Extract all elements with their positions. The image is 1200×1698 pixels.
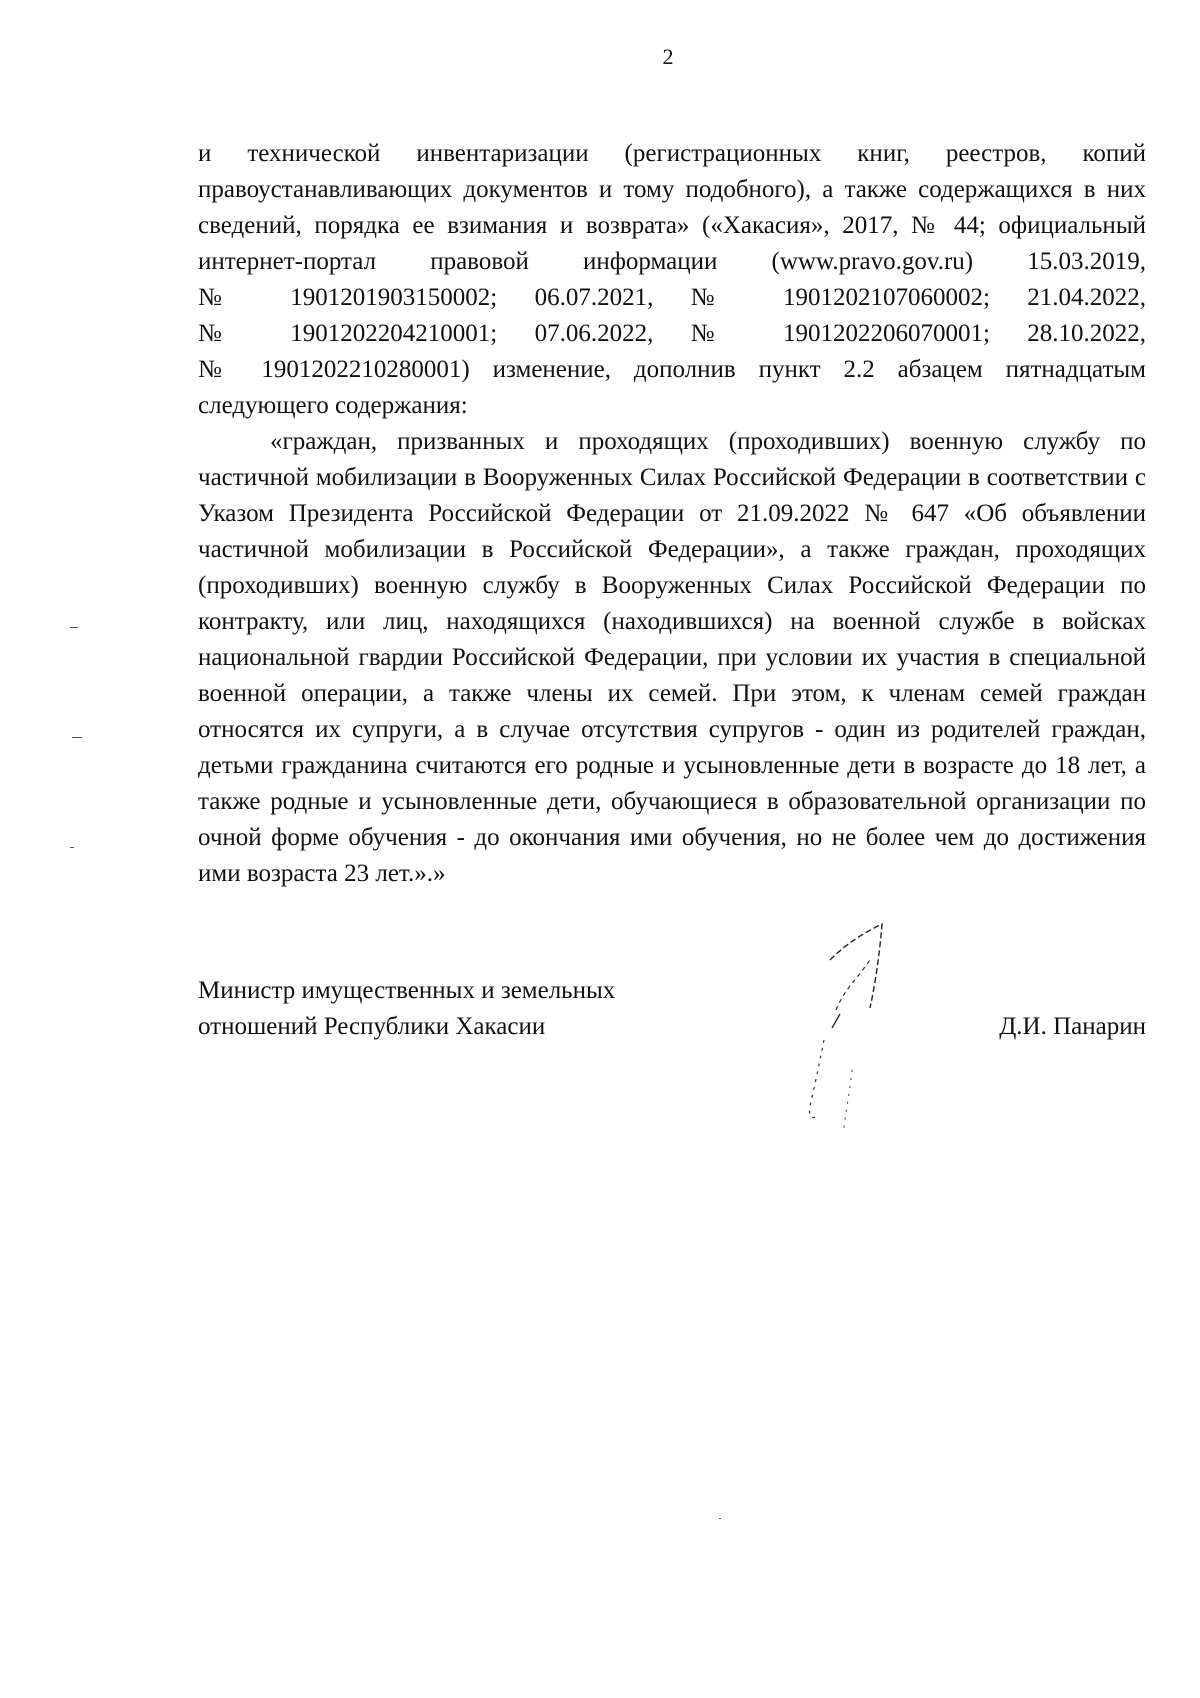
intro-line: интернет-портал правовой информации (www.pravo.gov.ru) 15.03.2019, bbox=[198, 248, 1146, 275]
handwritten-signature bbox=[770, 910, 940, 1170]
intro-line: следующего содержания: bbox=[198, 392, 468, 419]
intro-line: № 1901202204210001; 07.06.2022, № 1901202206070001; 28.10.2022, bbox=[198, 320, 1146, 347]
scan-margin-mark bbox=[72, 737, 82, 738]
scan-margin-mark bbox=[70, 847, 74, 848]
page-number: 2 bbox=[662, 44, 674, 69]
intro-line: и технической инвентаризации (регистрационных книг, реестров, копий bbox=[198, 140, 1146, 167]
intro-line: правоустанавливающих документов и тому подобного), а также содержащихся в них bbox=[198, 176, 1146, 203]
scan-margin-mark bbox=[70, 627, 78, 628]
intro-line: сведений, порядка ее взимания и возврата» («Хакасия», 2017, № 44; официальный bbox=[198, 212, 1146, 239]
scan-dot bbox=[719, 1518, 721, 1519]
intro-line: № 1901202210280001) изменение, дополнив пункт 2.2 абзацем пятнадцатым bbox=[198, 356, 1146, 383]
signatory-position bbox=[198, 973, 615, 1045]
signatory-position-line: Министр имущественных и земельных bbox=[198, 977, 616, 1004]
document-body bbox=[198, 136, 1146, 892]
signatory-name: Д.И. Панарин bbox=[999, 1013, 1146, 1040]
signatory-position-line: отношений Республики Хакасии bbox=[198, 1013, 546, 1040]
quoted-amendment-paragraph: «граждан, призванных и проходящих (проходивших) военную службу по частичной мобилизации в Вооруженных Силах Российской Федерации в соответствии с Указом Президента Российской Федерации от 21.09.2022 № 647 «Об объявлении частичной мобилизации в Российской Федерации», а также граждан, проходящих (проходивших) военную службу в Вооруженных Силах Российской Федерации по контракту, или лиц, находящихся (находившихся) на военной службе в войсках национальной гвардии Российской Федерации, при условии их участия в специальной военной операции, а также члены их семей. При этом, к членам семей граждан относятся их супруги, а в случае отсутствия супругов - один из родителей граждан, детьми гражданина считаются его родные и усыновленные дети в возрасте до 18 лет, а также родные и усыновленные дети, обучающиеся в образовательной организации по очной форме обучения - до окончания ими обучения, но не более чем до достижения ими возраста 23 лет.».» bbox=[198, 428, 1146, 887]
intro-line: № 1901201903150002; 06.07.2021, № 1901202107060002; 21.04.2022, bbox=[198, 284, 1146, 311]
amendment-intro-paragraph bbox=[198, 136, 1146, 424]
